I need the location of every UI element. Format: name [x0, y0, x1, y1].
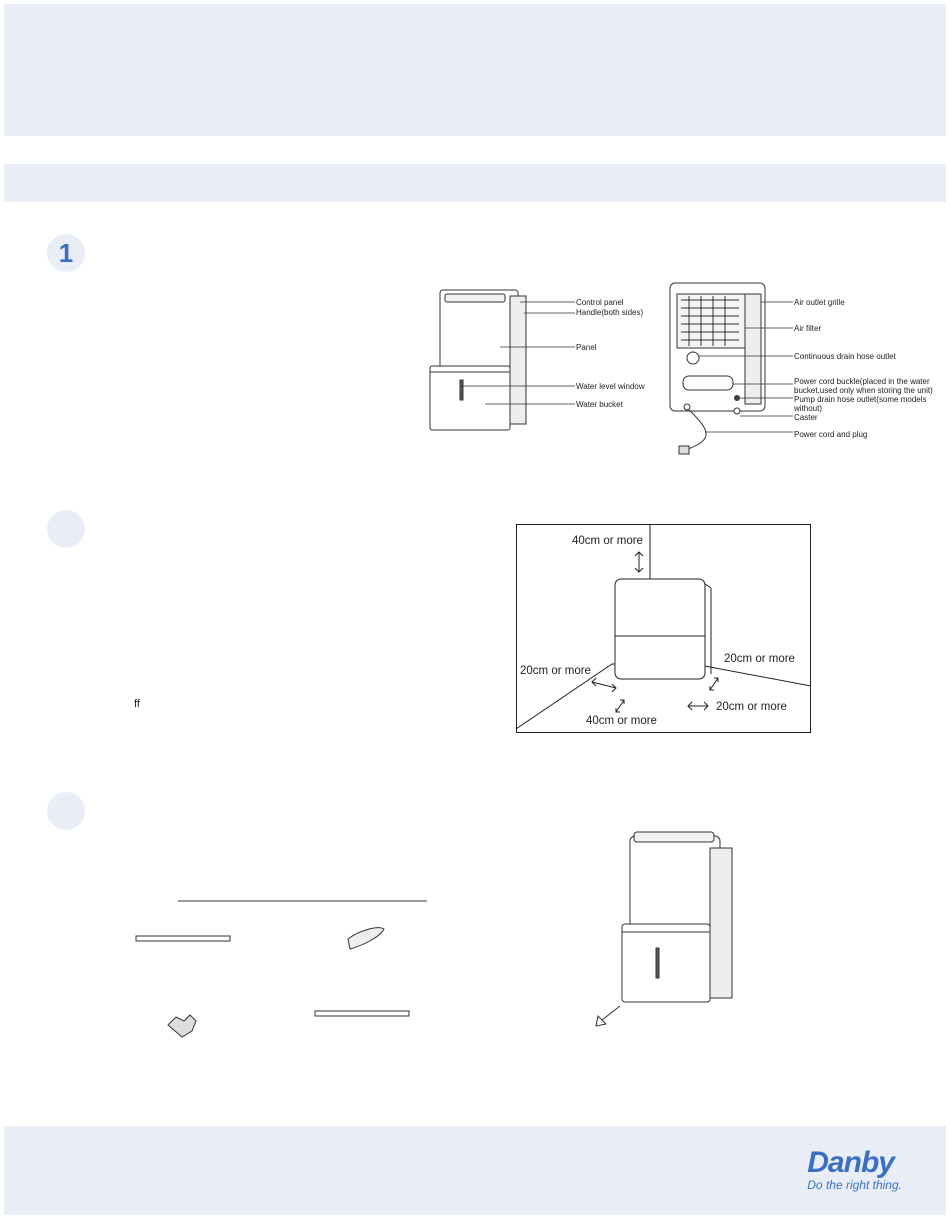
label-panel: Panel [576, 343, 597, 352]
label-air-outlet-grille: Air outlet grille [794, 298, 845, 307]
clearance-diagram [516, 524, 812, 735]
label-caster: Caster [794, 413, 818, 422]
front-view-diagram [400, 280, 660, 440]
clearance-right-label: 20cm or more [724, 653, 795, 665]
header-band [4, 4, 946, 136]
back-view-diagram [665, 280, 945, 465]
logo-brand: Danby [807, 1146, 894, 1179]
danby-logo [807, 1148, 902, 1192]
step-1-marker: 1 [47, 234, 85, 272]
section-band [4, 164, 946, 202]
footer-band [4, 1126, 946, 1215]
step-3-marker [47, 792, 85, 830]
clearance-left-label: 20cm or more [520, 665, 591, 677]
stray-text: ff [134, 698, 140, 710]
logo-tagline: Do the right thing. [807, 1178, 902, 1192]
label-continuous-drain-outlet: Continuous drain hose outlet [794, 352, 896, 361]
clearance-side-label: 20cm or more [716, 701, 787, 713]
label-power-cord-buckle-2: bucket,used only when storing the unit) [794, 386, 933, 395]
bucket-removal-diagram [590, 828, 740, 1038]
clearance-top-label: 40cm or more [572, 535, 643, 547]
step-2-marker [47, 510, 85, 548]
label-power-cord-plug: Power cord and plug [794, 430, 868, 439]
clearance-front-label: 40cm or more [586, 715, 657, 727]
label-handle: Handle(both sides) [576, 308, 644, 317]
accessories-sketch [130, 895, 430, 1050]
label-water-bucket: Water bucket [576, 400, 623, 409]
label-air-filter: Air filter [794, 324, 822, 333]
label-control-panel: Control panel [576, 298, 624, 307]
label-power-cord-buckle-1: Power cord buckle(placed in the water [794, 377, 930, 386]
label-water-level-window: Water level window [576, 382, 645, 391]
label-pump-drain-outlet-1: Pump drain hose outlet(some models [794, 395, 927, 404]
label-pump-drain-outlet-2: without) [794, 404, 823, 413]
